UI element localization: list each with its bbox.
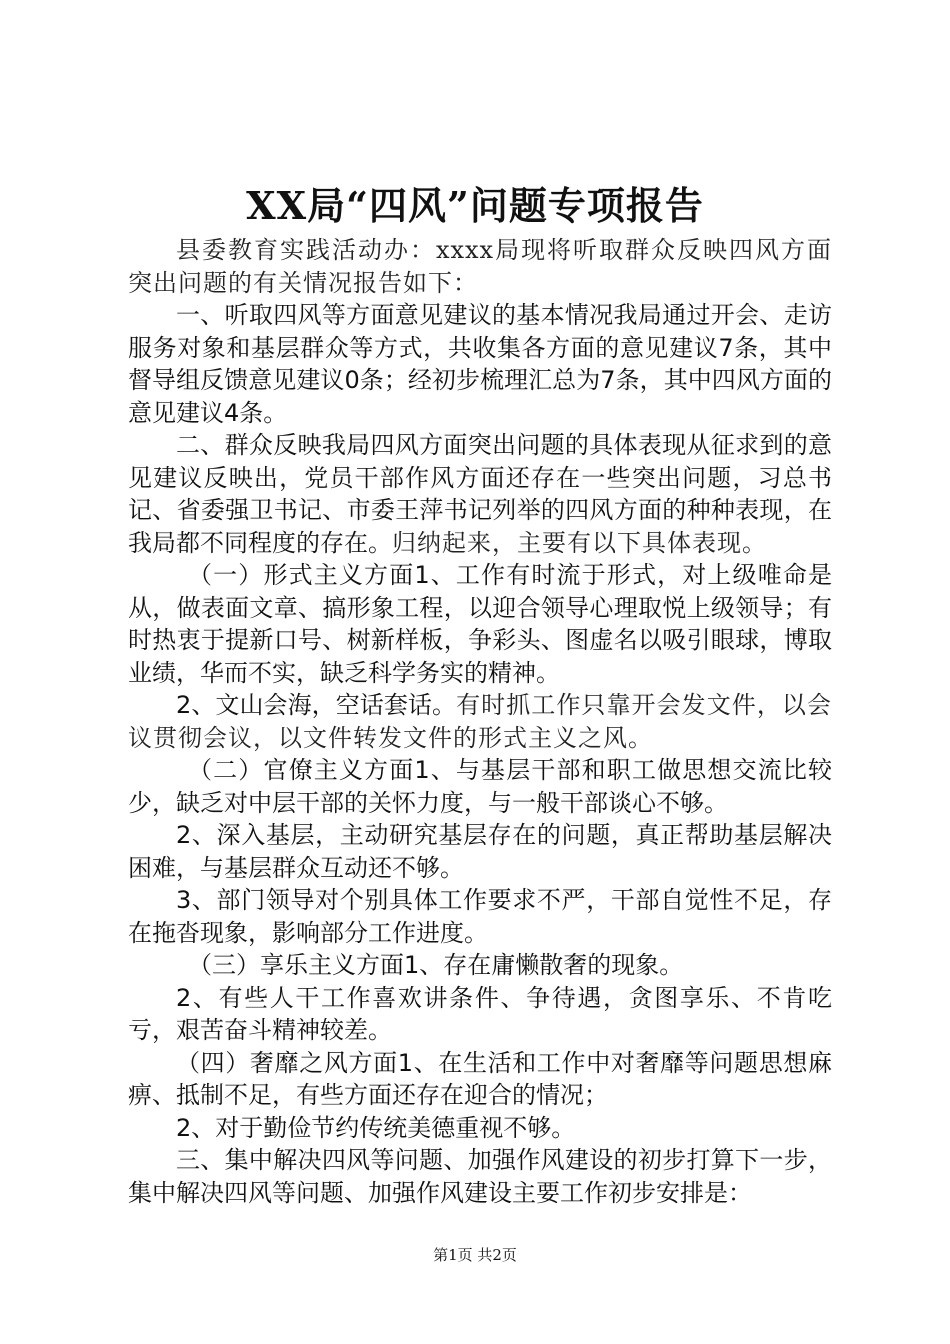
paragraph: 县委教育实践活动办：xxxx局现将听取群众反映四风方面突出问题的有关情况报告如下： bbox=[128, 236, 832, 297]
paragraph: （三）享乐主义方面1、存在庸懒散奢的现象。 bbox=[188, 951, 684, 979]
paragraph: 2、对于勤俭节约传统美德重视不够。 bbox=[176, 1113, 576, 1142]
paragraph: 三、集中解决四风等问题、加强作风建设的初步打算下一步，集中解决四风等问题、加强作风建设主要工作初步安排是： bbox=[128, 1146, 832, 1207]
paragraph: （四）奢靡之风方面1、在生活和工作中对奢靡等问题思想麻痹、抵制不足，有些方面还存在迎合的情况； bbox=[128, 1048, 832, 1109]
page-footer: 第1页 共2页 bbox=[433, 1246, 517, 1264]
paragraph: 二、群众反映我局四风方面突出问题的具体表现从征求到的意见建议反映出，党员干部作风方面还存在一些突出问题，习总书记、省委强卫书记、市委王萍书记列举的四风方面的种种表现，在我局都不同程度的存在。归纳起来，主要有以下具体表现。 bbox=[128, 431, 832, 557]
paragraph: 3、部门领导对个别具体工作要求不严，干部自觉性不足，存在拖沓现象，影响部分工作进度。 bbox=[128, 886, 832, 947]
document-title: XX局“四风”问题专项报告 bbox=[246, 183, 704, 228]
paragraph: （二）官僚主义方面1、与基层干部和职工做思想交流比较少，缺乏对中层干部的关怀力度，与一般干部谈心不够。 bbox=[128, 756, 832, 817]
paragraph: 2、文山会海，空话套话。有时抓工作只靠开会发文件，以会议贯彻会议，以文件转发文件的形式主义之风。 bbox=[128, 691, 832, 752]
document-body bbox=[128, 234, 832, 1209]
paragraph: 一、听取四风等方面意见建议的基本情况我局通过开会、走访服务对象和基层群众等方式，共收集各方面的意见建议7条，其中督导组反馈意见建议0条；经初步梳理汇总为7条，其中四风方面的意见建议4条。 bbox=[128, 301, 832, 427]
paragraph: 2、深入基层，主动研究基层存在的问题，真正帮助基层解决困难，与基层群众互动还不够。 bbox=[128, 821, 832, 882]
paragraph: 2、有些人干工作喜欢讲条件、争待遇，贪图享乐、不肯吃亏，艰苦奋斗精神较差。 bbox=[128, 983, 832, 1044]
paragraph: （一）形式主义方面1、工作有时流于形式，对上级唯命是从，做表面文章、搞形象工程，以迎合领导心理取悦上级领导；有时热衷于提新口号、树新样板，争彩头、图虚名以吸引眼球，博取业绩，华而不实，缺乏科学务实的精神。 bbox=[128, 561, 832, 687]
